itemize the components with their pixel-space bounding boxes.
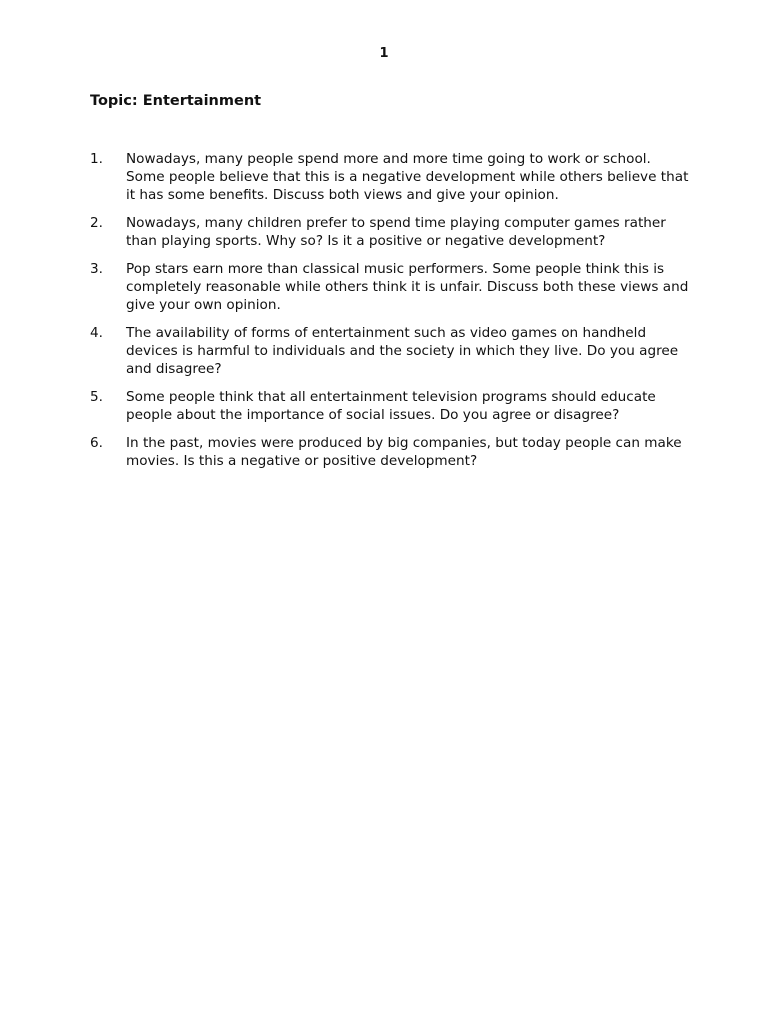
- question-number: 5.: [90, 389, 103, 405]
- question-item-1: [90, 150, 690, 204]
- question-text: In the past, movies were produced by big companies, but today people can make movies. Is this a negative or positive development?: [126, 435, 682, 469]
- question-item-4: [90, 324, 690, 378]
- question-list: [90, 150, 690, 480]
- question-text: The availability of forms of entertainment such as video games on handheld devices is harmful to individuals and the society in which they live. Do you agree and disagree?: [126, 325, 679, 377]
- question-number: 6.: [90, 435, 103, 451]
- question-number: 3.: [90, 261, 103, 277]
- question-item-6: [90, 434, 690, 470]
- question-text: Pop stars earn more than classical music performers. Some people think this is completely reasonable while others think it is unfair. Discuss both these views and give your own opinion.: [126, 261, 689, 313]
- topic-title: Topic: Entertainment: [90, 93, 262, 109]
- question-text: Some people think that all entertainment television programs should educate people about the importance of social issues. Do you agree or disagree?: [126, 389, 656, 423]
- question-item-5: [90, 388, 690, 424]
- question-text: Nowadays, many people spend more and more time going to work or school. Some people believe that this is a negative development while others believe that it has some benefits. Discuss both views and give your opinion.: [126, 151, 689, 203]
- question-item-3: [90, 260, 690, 314]
- page-number: 1: [379, 46, 389, 61]
- question-number: 1.: [90, 151, 103, 167]
- question-number: 2.: [90, 215, 103, 231]
- question-text: Nowadays, many children prefer to spend time playing computer games rather than playing sports. Why so? Is it a positive or negative development?: [126, 215, 666, 249]
- question-number: 4.: [90, 325, 103, 341]
- question-item-2: [90, 214, 690, 250]
